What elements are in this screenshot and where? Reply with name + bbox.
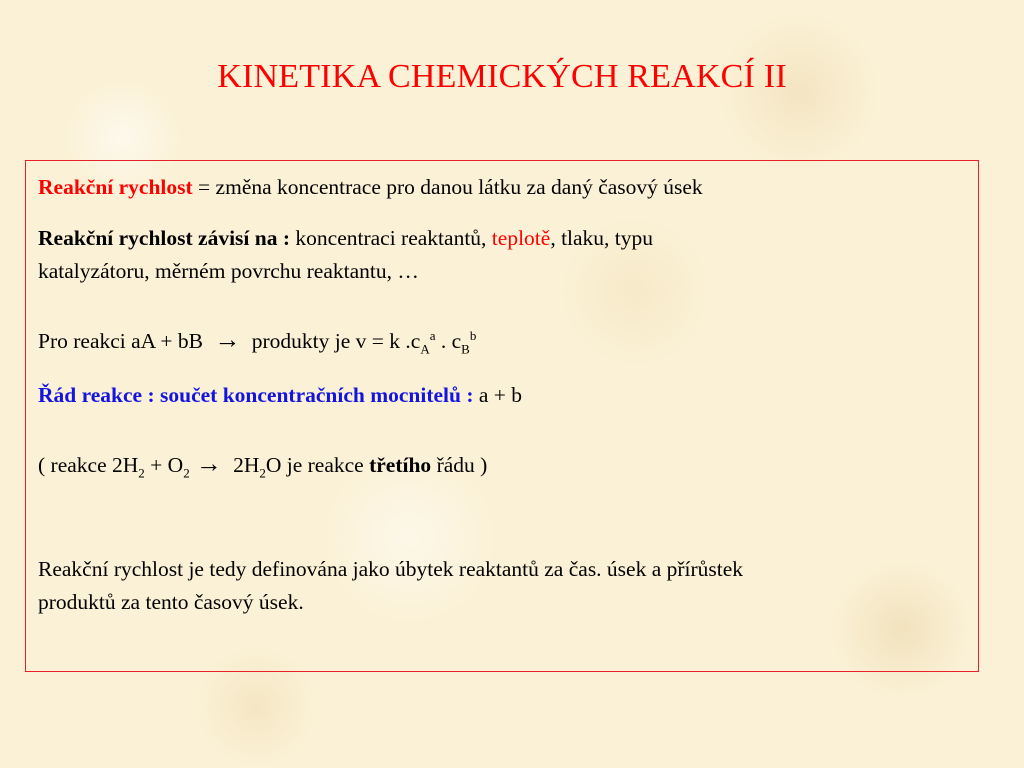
example-part5: řádu )	[431, 453, 488, 477]
reaction-order-label: Řád reakce : součet koncentračních mocnitelů :	[38, 383, 479, 407]
example-sub3: 2	[259, 465, 266, 481]
example-part1: ( reakce 2H	[38, 453, 139, 477]
content-box	[25, 160, 979, 672]
conclusion-line-1	[38, 553, 743, 585]
definition-text: = změna koncentrace pro danou látku za daný časový úsek	[192, 175, 703, 199]
example-line	[38, 448, 487, 481]
dependencies-text-continuation: katalyzátoru, měrném povrchu reaktantu, …	[38, 259, 419, 283]
dependencies-line	[38, 222, 653, 254]
rate-law-mid2: . c	[435, 329, 462, 353]
slide-title: KINETIKA CHEMICKÝCH REAKCÍ II	[217, 58, 787, 95]
reaction-order-value: a + b	[478, 383, 523, 407]
dependencies-label: Reakční rychlost závisí na :	[38, 226, 296, 250]
conclusion-text-1: Reakční rychlost je tedy definována jako úbytek reaktantů za čas. úsek a přírůstek	[38, 557, 744, 581]
exponent-a: a	[429, 327, 436, 343]
definition-term: Reakční rychlost	[38, 175, 193, 199]
rate-law-middle: produkty je v = k .c	[246, 329, 421, 353]
conclusion-text-2: produktů za tento časový úsek.	[38, 590, 304, 614]
dependencies-text-end: , tlaku, typu	[550, 226, 654, 250]
example-sub1: 2	[138, 465, 145, 481]
reaction-arrow-icon: →	[214, 325, 241, 354]
dependencies-text-start: koncentraci reaktantů,	[295, 226, 492, 250]
conclusion-line-2	[38, 586, 304, 618]
example-part2: + O	[144, 453, 184, 477]
dependencies-line-2	[38, 255, 419, 287]
rate-law-prefix: Pro reakci aA + bB	[38, 329, 209, 353]
rate-law-line	[38, 324, 476, 357]
example-bold-word: třetího	[369, 453, 432, 477]
example-part4: O je reakce	[265, 453, 370, 477]
temperature-word: teplotě	[491, 226, 551, 250]
reaction-order-line	[38, 379, 522, 411]
example-sub2: 2	[183, 465, 190, 481]
example-arrow-icon: →	[195, 449, 222, 478]
subscript-a: A	[420, 341, 430, 357]
definition-line	[38, 171, 703, 203]
example-part3: 2H	[227, 453, 260, 477]
subscript-b: B	[461, 341, 470, 357]
exponent-b: b	[469, 327, 477, 343]
